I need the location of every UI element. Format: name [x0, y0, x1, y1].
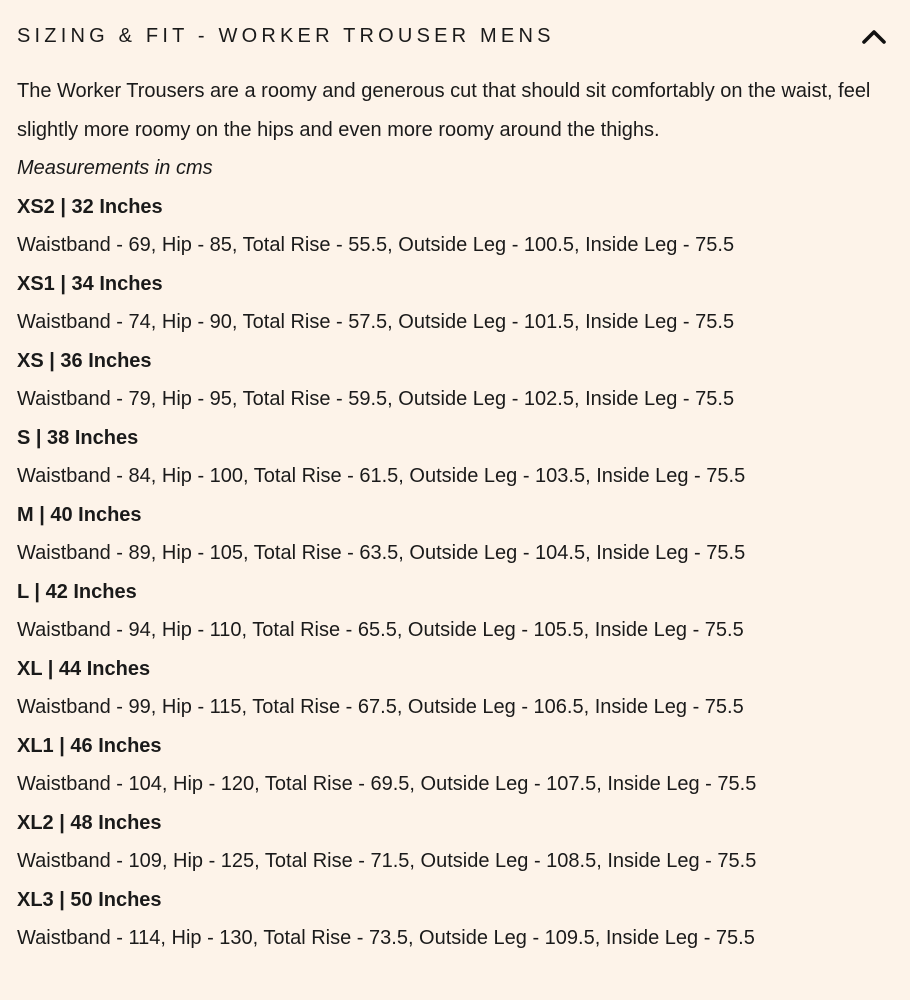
- measurement-unit-note: Measurements in cms: [17, 157, 213, 179]
- sizing-content: [17, 72, 893, 958]
- size-heading: XS1 | 34 Inches: [17, 272, 163, 295]
- size-measurements: Waistband - 69, Hip - 85, Total Rise - 55.5, Outside Leg - 100.5, Inside Leg - 75.5: [17, 234, 735, 256]
- size-heading: XL | 44 Inches: [17, 657, 151, 680]
- size-entry: [17, 804, 893, 881]
- size-measurements: Waistband - 114, Hip - 130, Total Rise - 73.5, Outside Leg - 109.5, Inside Leg - 75.5: [17, 927, 755, 949]
- size-entry: [17, 342, 893, 419]
- size-heading: XL3 | 50 Inches: [17, 888, 162, 911]
- accordion-title: SIZING & FIT - WORKER TROUSER MENS: [17, 24, 555, 47]
- size-measurements: Waistband - 94, Hip - 110, Total Rise - 65.5, Outside Leg - 105.5, Inside Leg - 75.5: [17, 619, 744, 641]
- size-entry: [17, 419, 893, 496]
- size-measurements: Waistband - 74, Hip - 90, Total Rise - 57.5, Outside Leg - 101.5, Inside Leg - 75.5: [17, 311, 735, 333]
- size-heading: M | 40 Inches: [17, 503, 142, 526]
- size-entry: [17, 727, 893, 804]
- size-measurements: Waistband - 109, Hip - 125, Total Rise - 71.5, Outside Leg - 108.5, Inside Leg - 75.5: [17, 850, 757, 872]
- size-entry: [17, 496, 893, 573]
- size-measurements: Waistband - 89, Hip - 105, Total Rise - 63.5, Outside Leg - 104.5, Inside Leg - 75.5: [17, 542, 746, 564]
- intro-text: The Worker Trousers are a roomy and generous cut that should sit comfortably on the waist, feel slightly more roomy on the hips and even more roomy around the thighs.: [17, 80, 871, 141]
- size-heading: XL2 | 48 Inches: [17, 811, 162, 834]
- size-entry: [17, 881, 893, 958]
- size-measurements: Waistband - 84, Hip - 100, Total Rise - 61.5, Outside Leg - 103.5, Inside Leg - 75.5: [17, 465, 746, 487]
- size-entry: [17, 188, 893, 265]
- size-heading: XS2 | 32 Inches: [17, 195, 163, 218]
- size-heading: XL1 | 46 Inches: [17, 734, 162, 757]
- size-measurements: Waistband - 104, Hip - 120, Total Rise - 69.5, Outside Leg - 107.5, Inside Leg - 75.5: [17, 773, 757, 795]
- size-measurements: Waistband - 79, Hip - 95, Total Rise - 59.5, Outside Leg - 102.5, Inside Leg - 75.5: [17, 388, 735, 410]
- size-list: [17, 188, 893, 958]
- size-entry: [17, 265, 893, 342]
- size-heading: L | 42 Inches: [17, 580, 137, 603]
- size-heading: S | 38 Inches: [17, 426, 139, 449]
- size-entry: [17, 650, 893, 727]
- size-entry: [17, 573, 893, 650]
- sizing-accordion-header[interactable]: [17, 18, 893, 54]
- size-heading: XS | 36 Inches: [17, 349, 152, 372]
- size-measurements: Waistband - 99, Hip - 115, Total Rise - 67.5, Outside Leg - 106.5, Inside Leg - 75.5: [17, 696, 744, 718]
- chevron-up-icon[interactable]: [859, 21, 889, 51]
